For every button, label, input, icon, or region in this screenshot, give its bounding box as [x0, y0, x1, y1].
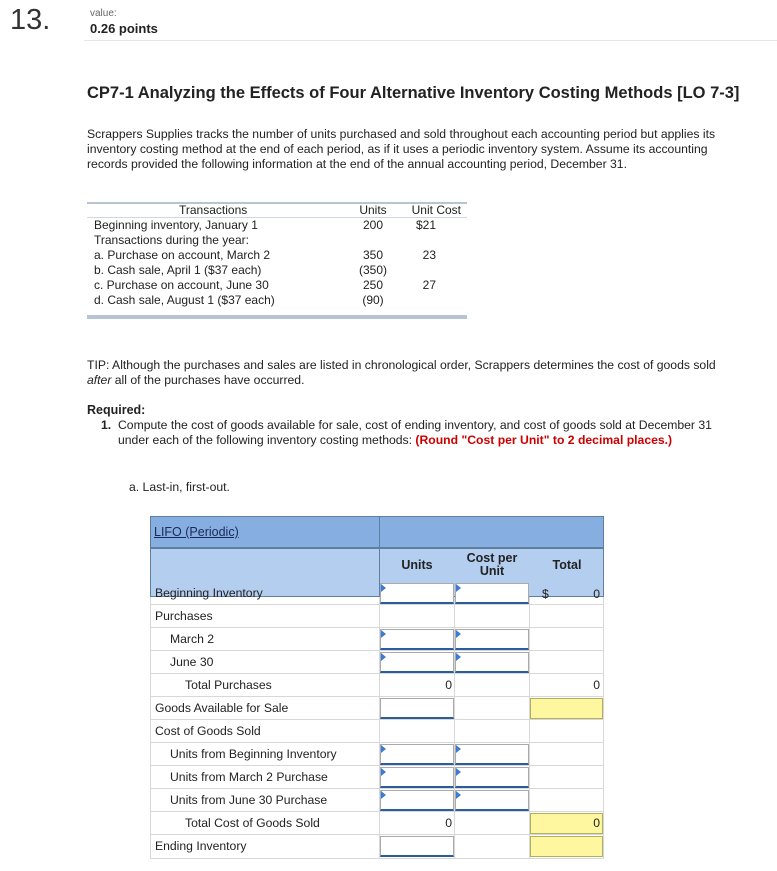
input-marker — [381, 630, 386, 638]
input-marker — [381, 791, 386, 799]
from-beginning-cost-input[interactable] — [455, 744, 529, 765]
input-marker — [456, 653, 461, 661]
row-label: Units from June 30 Purchase — [170, 793, 328, 807]
transaction-cost: $21 — [415, 218, 436, 232]
from-june-30-cost-input[interactable] — [455, 790, 529, 811]
row-label: Purchases — [155, 609, 213, 623]
transaction-label: b. Cash sale, April 1 ($37 each) — [94, 263, 262, 277]
input-marker — [381, 768, 386, 776]
march-2-cost-input[interactable] — [455, 629, 529, 650]
tip-emphasis: after — [87, 373, 112, 388]
beginning-inventory-cost-input[interactable] — [455, 583, 529, 604]
ending-inventory-units-input[interactable] — [380, 836, 454, 857]
transaction-cost: 27 — [422, 278, 436, 292]
beginning-inventory-units-input[interactable] — [380, 583, 454, 604]
input-marker — [456, 768, 461, 776]
units-header: Units — [359, 203, 387, 217]
tip-text — [87, 358, 727, 388]
cost-header-line: Cost per — [466, 551, 518, 565]
input-marker — [456, 584, 461, 592]
total-column-header: Total — [552, 558, 582, 572]
june-30-units-input[interactable] — [380, 652, 454, 673]
required-heading: Required: — [87, 403, 146, 417]
required-item-number: 1. — [101, 418, 112, 432]
transaction-units: (350) — [358, 263, 387, 277]
row-june-30 — [150, 651, 604, 674]
problem-title: CP7-1 Analyzing the Effects of Four Alternative Inventory Costing Methods [LO 7-3] — [87, 84, 740, 102]
currency-symbol: $ — [542, 587, 549, 601]
row-label: Total Cost of Goods Sold — [185, 816, 320, 830]
from-beginning-units-input[interactable] — [380, 744, 454, 765]
required-text: Compute the cost of goods available for sale, cost of ending inventory, and cost of goods sold at December 31 under each of the following inventory costing methods: — [118, 418, 712, 448]
header-divider — [84, 40, 777, 41]
goods-available-units-input[interactable] — [380, 698, 454, 719]
input-marker — [456, 791, 461, 799]
value-label: value: — [90, 8, 117, 19]
rounding-note: (Round "Cost per Unit" to 2 decimal places.) — [415, 433, 673, 448]
transactions-table — [87, 202, 467, 320]
unit-cost-header: Unit Cost — [411, 203, 461, 217]
march-2-units-input[interactable] — [380, 629, 454, 650]
from-march-2-units-input[interactable] — [380, 767, 454, 788]
transaction-label: Beginning inventory, January 1 — [94, 218, 258, 232]
transaction-label: Transactions during the year: — [94, 233, 249, 247]
question-points: 0.26 points — [90, 21, 158, 36]
tip-part: all of the purchases have occurred. — [111, 373, 305, 388]
row-label: Total Purchases — [185, 678, 272, 692]
lifo-title: LIFO (Periodic) — [154, 525, 239, 539]
table-bottom-rule — [87, 315, 467, 319]
row-label: Ending Inventory — [155, 839, 247, 853]
row-label: March 2 — [170, 632, 215, 646]
row-march-2 — [150, 628, 604, 651]
total-purchases-units: 0 — [445, 678, 452, 692]
total-purchases-total: 0 — [593, 678, 600, 692]
from-june-30-units-input[interactable] — [380, 790, 454, 811]
transactions-header: Transactions — [179, 203, 248, 217]
transaction-units: 250 — [362, 278, 384, 292]
row-label: Cost of Goods Sold — [155, 724, 261, 738]
total-cogs-units: 0 — [445, 816, 452, 830]
row-label: Goods Available for Sale — [155, 701, 289, 715]
units-column-header: Units — [401, 558, 433, 572]
tip-part: TIP: Although the purchases and sales are listed in chronological order, Scrappers determines the cost of goods sold — [87, 358, 716, 372]
question-number: 13. — [10, 4, 51, 36]
row-from-june-30 — [150, 789, 604, 812]
input-marker — [381, 745, 386, 753]
transaction-cost: 23 — [422, 248, 436, 262]
input-marker — [456, 630, 461, 638]
row-label: Units from March 2 Purchase — [170, 770, 328, 784]
cost-header-line: Unit — [479, 564, 505, 578]
input-marker — [381, 584, 386, 592]
ending-inventory-total-input[interactable] — [530, 836, 603, 857]
june-30-cost-input[interactable] — [455, 652, 529, 673]
row-label: June 30 — [170, 655, 214, 669]
from-march-2-cost-input[interactable] — [455, 767, 529, 788]
transaction-units: 350 — [362, 248, 384, 262]
lifo-worksheet — [150, 516, 604, 859]
required-item-text — [118, 418, 718, 448]
transaction-label: d. Cash sale, August 1 ($37 each) — [94, 293, 275, 307]
transaction-units: (90) — [362, 293, 384, 307]
row-from-beginning — [150, 743, 604, 766]
goods-available-total-input[interactable] — [530, 698, 603, 719]
cost-per-unit-column-header — [456, 552, 528, 578]
grid-line — [150, 858, 604, 859]
row-cogs — [150, 720, 604, 743]
total-cogs-total: 0 — [593, 816, 600, 830]
input-marker — [456, 745, 461, 753]
row-from-march-2 — [150, 766, 604, 789]
transaction-label: c. Purchase on account, June 30 — [94, 278, 269, 292]
sub-question-a: a. Last-in, first-out. — [129, 480, 230, 494]
transaction-units: 200 — [362, 218, 384, 232]
input-marker — [381, 653, 386, 661]
row-beginning-inventory — [150, 582, 604, 605]
row-label: Units from Beginning Inventory — [170, 747, 337, 761]
row-label: Beginning Inventory — [155, 586, 263, 600]
row-purchases — [150, 605, 604, 628]
problem-intro: Scrappers Supplies tracks the number of units purchased and sold throughout each accounting period but applies its inventory costing method at the end of each period, as if it uses a periodic inventory system. Assume its accounting records provided the following information at the end of the annual accounting period, December 31. — [87, 127, 716, 172]
beginning-inventory-total: 0 — [593, 587, 600, 601]
transaction-label: a. Purchase on account, March 2 — [94, 248, 271, 262]
